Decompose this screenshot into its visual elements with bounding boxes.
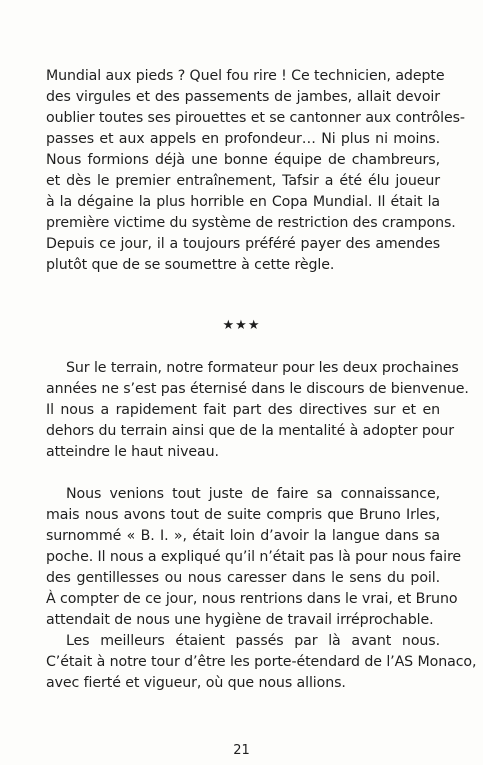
text-line: et dès le premier entraînement, Tafsir a été élu joueur	[46, 173, 440, 189]
paragraph-3	[46, 484, 462, 631]
text-line: des virgules et des passements de jambes, allait devoir	[46, 89, 440, 105]
text-line: passes et aux appels en profondeur… Ni plus ni moins.	[46, 131, 440, 147]
text-line: première victime du système de restriction des crampons.	[46, 215, 456, 231]
section-separator: ★★★	[222, 318, 261, 333]
text-line: Depuis ce jour, il a toujours préféré payer des amendes	[46, 236, 440, 252]
text-line: C’était à notre tour d’être les porte-étendard de l’AS Monaco,	[46, 654, 477, 670]
text-line: à la dégaine la plus horrible en Copa Mundial. Il était la	[46, 194, 440, 210]
text-line: dehors du terrain ainsi que de la mentalité à adopter pour	[46, 423, 455, 439]
text-line: Nous venions tout juste de faire sa connaissance,	[66, 486, 440, 502]
text-line: surnommé « B. I. », était loin d’avoir la langue dans sa	[46, 528, 440, 544]
text-line: oublier toutes ses pirouettes et se cantonner aux contrôles-	[46, 110, 465, 126]
text-line: Sur le terrain, notre formateur pour les deux prochaines	[66, 360, 459, 376]
paragraph-4	[46, 631, 477, 694]
text-line: avec fierté et vigueur, où que nous allions.	[46, 675, 346, 691]
paragraph-2	[46, 358, 469, 463]
text-line: Nous formions déjà une bonne équipe de chambreurs,	[46, 152, 440, 168]
text-line: années ne s’est pas éternisé dans le discours de bienvenue.	[46, 381, 469, 397]
text-line: des gentillesses ou nous caresser dans le sens du poil.	[46, 570, 440, 586]
paragraph-1	[46, 66, 465, 276]
text-line: attendait de nous une hygiène de travail irréprochable.	[46, 612, 434, 628]
text-line: atteindre le haut niveau.	[46, 444, 219, 460]
text-line: plutôt que de se soumettre à cette règle.	[46, 257, 335, 273]
page-number: 21	[233, 743, 250, 758]
text-line: Les meilleurs étaient passés par là avant nous.	[66, 633, 440, 649]
text-line: Il nous a rapidement fait part des directives sur et en	[46, 402, 440, 418]
text-line: poche. Il nous a expliqué qu’il n’était pas là pour nous faire	[46, 549, 462, 565]
text-line: À compter de ce jour, nous rentrions dans le vrai, et Bruno	[46, 591, 458, 607]
text-line: mais nous avons tout de suite compris que Bruno Irles,	[46, 507, 440, 523]
text-line: Mundial aux pieds ? Quel fou rire ! Ce technicien, adepte	[46, 68, 445, 84]
